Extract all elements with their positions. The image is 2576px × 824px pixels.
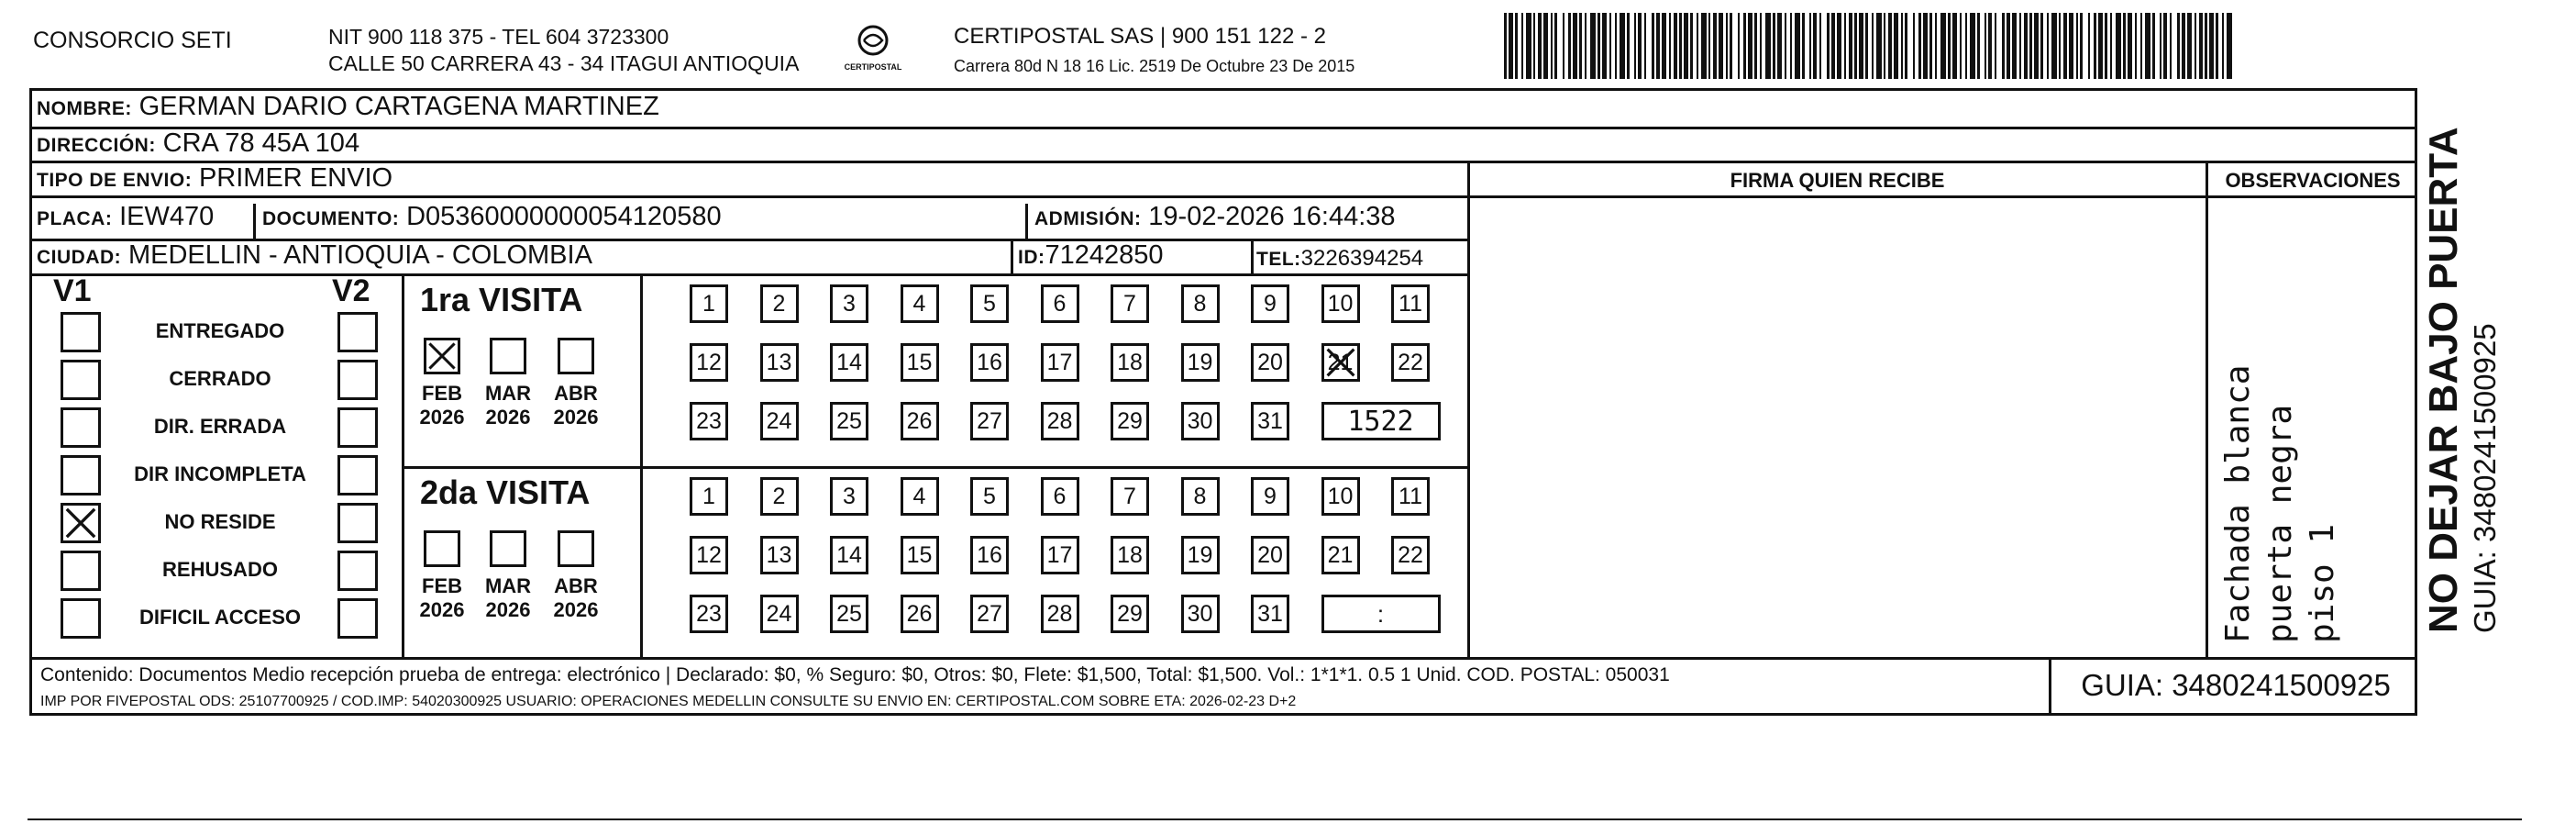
day-box[interactable] [1111, 284, 1149, 323]
side-warning: NO DEJAR BAJO PUERTA [2421, 127, 2466, 633]
month-label [415, 382, 470, 429]
day-number: 27 [977, 407, 1002, 434]
address-line: CALLE 50 CARRERA 43 - 34 ITAGUI ANTIOQUIA [328, 51, 800, 75]
month-year: 2026 [419, 598, 465, 621]
day-number: 6 [1053, 290, 1067, 317]
day-number: 18 [1117, 541, 1143, 568]
admission-value: 19-02-2026 16:44:38 [1148, 202, 1396, 231]
day-box[interactable] [1181, 536, 1220, 574]
day-box[interactable] [1321, 343, 1360, 382]
v1-checkbox[interactable] [61, 455, 101, 496]
day-number: 16 [977, 349, 1002, 375]
day-box[interactable] [690, 343, 728, 382]
visit1-title: 1ra VISITA [420, 281, 583, 318]
v1-checkbox[interactable] [61, 360, 101, 400]
day-number: 15 [906, 541, 933, 568]
day-number: 24 [766, 407, 792, 434]
day-number: 14 [836, 349, 862, 375]
day-box[interactable] [1181, 402, 1220, 440]
day-number: 25 [836, 407, 862, 434]
day-number: 3 [843, 290, 856, 317]
day-box[interactable] [1321, 477, 1360, 516]
plate-label: PLACA: [37, 208, 113, 229]
day-number: 5 [983, 290, 996, 317]
day-number: 20 [1257, 541, 1283, 568]
day-box[interactable] [1041, 343, 1079, 382]
day-box[interactable] [1041, 284, 1079, 323]
signature-label: FIRMA QUIEN RECIBE [1730, 169, 1945, 192]
id-value: 71242850 [1045, 240, 1164, 270]
status-label: ENTREGADO [155, 319, 285, 342]
status-label: CERRADO [169, 367, 271, 390]
send-type-row [37, 163, 392, 194]
address-label: DIRECCIÓN: [37, 135, 156, 156]
day-box[interactable] [690, 284, 728, 323]
month-checkbox[interactable] [558, 338, 594, 374]
day-box[interactable] [1041, 595, 1079, 633]
footer-guide: GUIA: 3480241500925 [2081, 668, 2391, 702]
city-cell [37, 240, 592, 271]
day-number: 13 [766, 541, 792, 568]
certipostal-line2: Carrera 80d N 18 16 Lic. 2519 De Octubre 23 De 2015 [954, 57, 1355, 75]
v2-checkbox[interactable] [337, 407, 378, 448]
barcode [1504, 13, 2233, 79]
name-row [37, 92, 659, 122]
day-number: 6 [1053, 483, 1067, 509]
day-box[interactable] [970, 402, 1009, 440]
day-number: 31 [1257, 600, 1283, 627]
day-box[interactable] [1251, 343, 1289, 382]
month-checkbox[interactable] [490, 338, 526, 374]
day-number: 31 [1257, 407, 1283, 434]
document-value: D05360000000054120580 [406, 202, 722, 231]
day-number: 28 [1046, 407, 1073, 434]
recipient-name: GERMAN DARIO CARTAGENA MARTINEZ [138, 92, 659, 121]
day-box[interactable] [760, 343, 799, 382]
day-number: 16 [977, 541, 1002, 568]
day-number: 27 [977, 600, 1002, 627]
v2-checkbox[interactable] [337, 360, 378, 400]
day-box[interactable] [760, 477, 799, 516]
v2-checkbox[interactable] [337, 551, 378, 591]
day-number: 10 [1327, 483, 1354, 509]
day-box[interactable] [1251, 477, 1289, 516]
day-box[interactable] [970, 343, 1009, 382]
day-number: 28 [1046, 600, 1073, 627]
footer-contents: Contenido: Documentos Medio recepción prueba de entrega: electrónico | Declarado: $0, % Seguro: $0, Otros: $0, Flete: $1,500, Total: $1,500. Vol.: 1*1*1. 0.5 1 Unid. COD. POSTAL: 050031 [40, 664, 1670, 685]
day-box[interactable] [1251, 536, 1289, 574]
day-box[interactable] [970, 595, 1009, 633]
recipient-address: CRA 78 45A 104 [162, 128, 360, 158]
day-box[interactable] [901, 477, 939, 516]
v2-label: V2 [332, 273, 370, 308]
day-number: 22 [1398, 349, 1423, 375]
plate-cell [37, 202, 214, 232]
day-box[interactable] [1321, 284, 1360, 323]
tel-cell [1256, 242, 1423, 272]
day-box[interactable] [830, 536, 868, 574]
day-box[interactable] [1111, 343, 1149, 382]
time-value: 1522 [1347, 405, 1414, 438]
admission-label: ADMISIÓN: [1034, 208, 1142, 229]
document-cell [262, 202, 722, 232]
month-name: FEB [422, 382, 462, 405]
day-number: 25 [836, 600, 862, 627]
day-box[interactable] [901, 595, 939, 633]
day-box[interactable] [1251, 284, 1289, 323]
day-box[interactable] [1251, 402, 1289, 440]
day-number: 20 [1257, 349, 1283, 375]
day-number: 14 [836, 541, 862, 568]
nit-line: NIT 900 118 375 - TEL 604 3723300 [328, 25, 669, 49]
day-number: 29 [1117, 407, 1143, 434]
v1-checkbox[interactable] [61, 551, 101, 591]
v2-checkbox[interactable] [337, 598, 378, 639]
day-number: 9 [1264, 290, 1277, 317]
day-number: 17 [1046, 541, 1073, 568]
day-box[interactable] [970, 536, 1009, 574]
month-label [548, 574, 603, 622]
city-label: CIUDAD: [37, 247, 122, 268]
day-box[interactable] [1181, 343, 1220, 382]
day-number: 2 [772, 290, 786, 317]
day-box[interactable] [760, 284, 799, 323]
day-number: 30 [1187, 407, 1213, 434]
day-box[interactable] [830, 595, 868, 633]
day-number: 23 [696, 407, 722, 434]
observations-label: OBSERVACIONES [2225, 169, 2401, 192]
day-number: 17 [1046, 349, 1073, 375]
side-block [2421, 127, 2504, 633]
day-number: 23 [696, 600, 722, 627]
day-box[interactable] [760, 536, 799, 574]
status-label: DIR. ERRADA [153, 415, 287, 438]
day-box[interactable] [1111, 402, 1149, 440]
day-number: 1 [702, 483, 715, 509]
day-number: 19 [1187, 349, 1213, 375]
obs-line-1: Fachada blanca [2219, 364, 2257, 643]
day-number: 26 [906, 600, 933, 627]
certipostal-logo [836, 22, 910, 77]
day-number: 12 [696, 541, 722, 568]
plate-value: IEW470 [119, 202, 215, 231]
side-guide: GUIA: 3480241500925 [2468, 323, 2502, 633]
month-name: FEB [422, 574, 462, 597]
v2-checkbox[interactable] [337, 455, 378, 496]
month-label [548, 382, 603, 429]
day-box[interactable] [1391, 343, 1430, 382]
status-label: DIR INCOMPLETA [134, 462, 306, 485]
v2-checkbox[interactable] [337, 312, 378, 352]
month-name: MAR [484, 574, 532, 597]
footer-imp-line: IMP POR FIVEPOSTAL ODS: 25107700925 / COD.IMP: 54020300925 USUARIO: OPERACIONES MEDELLIN CONSULTE SU ENVIO EN: CERTIPOSTAL.COM SOBRE ETA: 2026-02-23 D+2 [40, 694, 1297, 709]
city-value: MEDELLIN - ANTIOQUIA - COLOMBIA [127, 240, 592, 270]
day-box[interactable] [1321, 536, 1360, 574]
tel-value: 3226394254 [1300, 246, 1424, 271]
day-number: 7 [1123, 483, 1136, 509]
day-box[interactable] [1181, 477, 1220, 516]
obs-line-3: piso 1 [2304, 523, 2341, 643]
day-number: 21 [1327, 349, 1354, 375]
day-number: 22 [1398, 541, 1423, 568]
month-label [481, 382, 536, 429]
month-label [481, 574, 536, 622]
day-number: 11 [1399, 290, 1422, 317]
time-value: : [1376, 599, 1385, 628]
tel-label: TEL: [1256, 249, 1301, 270]
visit2-title: 2da VISITA [420, 473, 591, 511]
day-number: 12 [696, 349, 722, 375]
day-box[interactable] [1111, 536, 1149, 574]
status-label: NO RESIDE [164, 510, 276, 533]
month-year: 2026 [553, 598, 599, 621]
v1-label: V1 [53, 273, 92, 308]
month-year: 2026 [485, 406, 531, 429]
month-checkbox[interactable] [558, 530, 594, 567]
day-number: 29 [1117, 600, 1143, 627]
day-number: 7 [1123, 290, 1136, 317]
day-number: 10 [1327, 290, 1354, 317]
month-checkbox[interactable] [424, 338, 460, 374]
admission-cell [1034, 202, 1396, 232]
v1-checkbox[interactable] [61, 312, 101, 352]
status-label: DIFICIL ACCESO [138, 606, 301, 629]
status-label: REHUSADO [162, 558, 278, 581]
day-box[interactable] [690, 595, 728, 633]
day-box[interactable] [970, 477, 1009, 516]
day-box[interactable] [830, 402, 868, 440]
day-number: 8 [1193, 290, 1207, 317]
day-box[interactable] [760, 595, 799, 633]
day-box[interactable] [1111, 595, 1149, 633]
day-number: 4 [912, 483, 926, 509]
day-box[interactable] [690, 402, 728, 440]
month-label [415, 574, 470, 622]
day-number: 19 [1187, 541, 1213, 568]
day-number: 2 [772, 483, 786, 509]
logo-text: CERTIPOSTAL [844, 62, 902, 72]
send-type-value: PRIMER ENVIO [198, 163, 393, 193]
id-cell [1018, 240, 1164, 271]
day-number: 24 [766, 600, 792, 627]
document-label: DOCUMENTO: [262, 208, 400, 229]
day-number: 18 [1117, 349, 1143, 375]
day-box[interactable] [1391, 536, 1430, 574]
address-row [37, 128, 359, 159]
day-number: 1 [702, 290, 715, 317]
day-box[interactable] [901, 284, 939, 323]
month-name: ABR [554, 382, 598, 405]
day-number: 5 [983, 483, 996, 509]
month-year: 2026 [553, 406, 599, 429]
day-number: 21 [1327, 541, 1354, 568]
certipostal-line1: CERTIPOSTAL SAS | 900 151 122 - 2 [954, 24, 1326, 49]
day-box[interactable] [1391, 477, 1430, 516]
day-box[interactable] [1251, 595, 1289, 633]
send-type-label: TIPO DE ENVIO: [37, 170, 193, 191]
day-number: 13 [766, 349, 792, 375]
day-box[interactable] [901, 402, 939, 440]
day-box[interactable] [901, 343, 939, 382]
time-box[interactable] [1321, 595, 1441, 633]
time-box[interactable] [1321, 402, 1441, 440]
day-box[interactable] [1111, 477, 1149, 516]
day-box[interactable] [1181, 284, 1220, 323]
day-box[interactable] [760, 402, 799, 440]
observations-area [2208, 197, 2417, 656]
day-number: 11 [1399, 483, 1422, 509]
day-box[interactable] [830, 284, 868, 323]
company-name: CONSORCIO SETI [33, 28, 232, 53]
day-number: 3 [843, 483, 856, 509]
day-box[interactable] [830, 477, 868, 516]
month-year: 2026 [419, 406, 465, 429]
month-checkbox[interactable] [490, 530, 526, 567]
month-name: ABR [554, 574, 598, 597]
day-number: 26 [906, 407, 933, 434]
day-box[interactable] [1041, 477, 1079, 516]
month-checkbox[interactable] [424, 530, 460, 567]
day-number: 15 [906, 349, 933, 375]
day-box[interactable] [970, 284, 1009, 323]
v1-checkbox[interactable] [61, 598, 101, 639]
day-number: 9 [1264, 483, 1277, 509]
day-box[interactable] [1041, 536, 1079, 574]
month-name: MAR [484, 382, 532, 405]
v1-checkbox[interactable] [61, 407, 101, 448]
day-box[interactable] [830, 343, 868, 382]
id-label: ID: [1018, 247, 1045, 268]
month-year: 2026 [485, 598, 531, 621]
day-box[interactable] [1391, 284, 1430, 323]
name-label: NOMBRE: [37, 98, 132, 119]
signature-area[interactable] [1469, 197, 2206, 656]
day-box[interactable] [1181, 595, 1220, 633]
v1-checkbox[interactable] [61, 503, 101, 543]
day-number: 30 [1187, 600, 1213, 627]
day-box[interactable] [1041, 402, 1079, 440]
day-box[interactable] [690, 536, 728, 574]
day-number: 4 [912, 290, 926, 317]
day-box[interactable] [901, 536, 939, 574]
day-number: 8 [1193, 483, 1207, 509]
v2-checkbox[interactable] [337, 503, 378, 543]
day-box[interactable] [690, 477, 728, 516]
obs-line-2: puerta negra [2261, 404, 2299, 643]
